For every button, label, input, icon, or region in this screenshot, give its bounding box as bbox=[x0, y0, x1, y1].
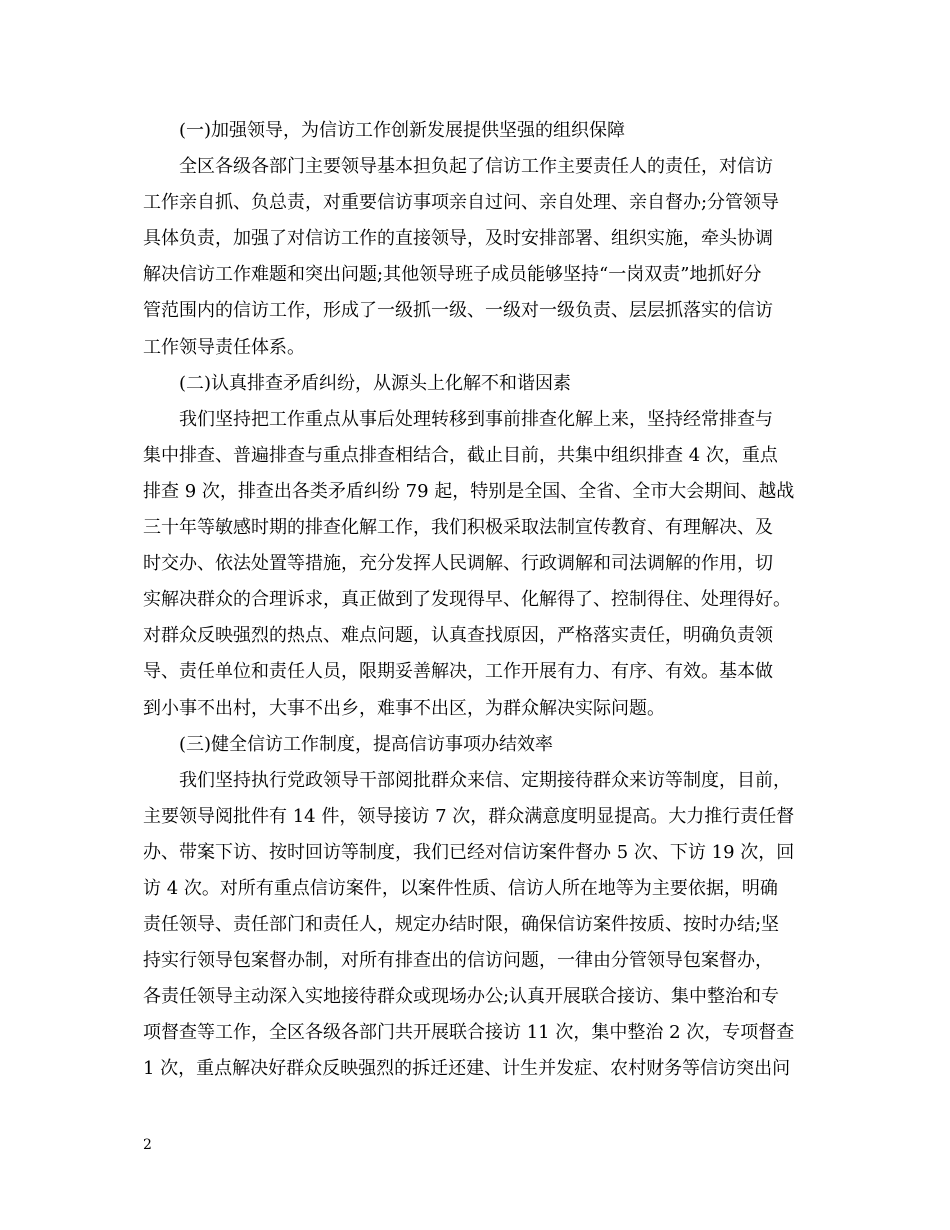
text-line: 全区各级各部门主要领导基本担负起了信访工作主要责任人的责任，对信访 bbox=[179, 156, 773, 178]
text-line: 责任领导、责任部门和责任人，规定办结时限，确保信访案件按质、按时办结;坚 bbox=[143, 914, 780, 936]
text-line: (二)认真排查矛盾纠纷，从源头上化解不和谐因素 bbox=[179, 372, 572, 394]
text-line: 对群众反映强烈的热点、难点问题，认真查找原因，严格落实责任，明确负责领 bbox=[143, 625, 773, 647]
text-line: 持实行领导包案督办制，对所有排查出的信访问题，一律由分管领导包案督办， bbox=[143, 950, 773, 972]
text-line: 集中排查、普遍排查与重点排查相结合，截止目前，共集中组织排查 4 次，重点 bbox=[143, 444, 778, 466]
text-line: 我们坚持执行党政领导干部阅批群众来信、定期接待群众来访等制度，目前， bbox=[179, 769, 791, 791]
text-line: 时交办、依法处置等措施，充分发挥人民调解、行政调解和司法调解的作用，切 bbox=[143, 553, 773, 575]
text-line: 办、带案下访、按时回访等制度，我们已经对信访案件督办 5 次、下访 19 次，回 bbox=[143, 841, 795, 863]
text-line: 各责任领导主动深入实地接待群众或现场办公;认真开展联合接访、集中整治和专 bbox=[143, 986, 780, 1008]
text-line: 具体负责，加强了对信访工作的直接领导，及时安排部署、组织实施，牵头协调 bbox=[143, 228, 773, 250]
page-number: 2 bbox=[143, 1137, 152, 1153]
text-line: 三十年等敏感时期的排查化解工作，我们积极采取法制宣传教育、有理解决、及 bbox=[143, 517, 773, 539]
text-line: 导、责任单位和责任人员，限期妥善解决，工作开展有力、有序、有效。基本做 bbox=[143, 661, 773, 683]
text-line: (三)健全信访工作制度，提高信访事项办结效率 bbox=[179, 733, 554, 755]
body-text bbox=[143, 113, 806, 1088]
text-line: 管范围内的信访工作，形成了一级抓一级、一级对一级负责、层层抓落实的信访 bbox=[143, 300, 773, 322]
text-line: 主要领导阅批件有 14 件，领导接访 7 次，群众满意度明显提高。大力推行责任督 bbox=[143, 805, 795, 827]
text-line: 工作亲自抓、负总责，对重要信访事项亲自过问、亲自处理、亲自督办;分管领导 bbox=[143, 192, 780, 214]
text-line: (一)加强领导，为信访工作创新发展提供坚强的组织保障 bbox=[179, 120, 626, 141]
text-line: 工作领导责任体系。 bbox=[143, 336, 305, 358]
text-line: 1 次，重点解决好群众反映强烈的拆迁还建、计生并发症、农村财务等信访突出问 bbox=[143, 1058, 791, 1080]
text-line: 到小事不出村，大事不出乡，难事不出区，为群众解决实际问题。 bbox=[143, 697, 665, 719]
text-line: 项督查等工作，全区各级各部门共开展联合接访 11 次，集中整治 2 次，专项督查 bbox=[143, 1022, 795, 1044]
text-line: 解决信访工作难题和突出问题;其他领导班子成员能够坚持“一岗双责”地抓好分 bbox=[143, 264, 762, 286]
text-line: 排查 9 次，排查出各类矛盾纠纷 79 起，特别是全国、全省、全市大会期间、越战 bbox=[143, 480, 795, 502]
text-line: 访 4 次。对所有重点信访案件，以案件性质、信访人所在地等为主要依据，明确 bbox=[143, 877, 778, 899]
text-line: 我们坚持把工作重点从事后处理转移到事前排查化解上来，坚持经常排查与 bbox=[179, 408, 773, 430]
text-line: 实解决群众的合理诉求，真正做到了发现得早、化解得了、控制得住、处理得好。 bbox=[143, 589, 791, 611]
